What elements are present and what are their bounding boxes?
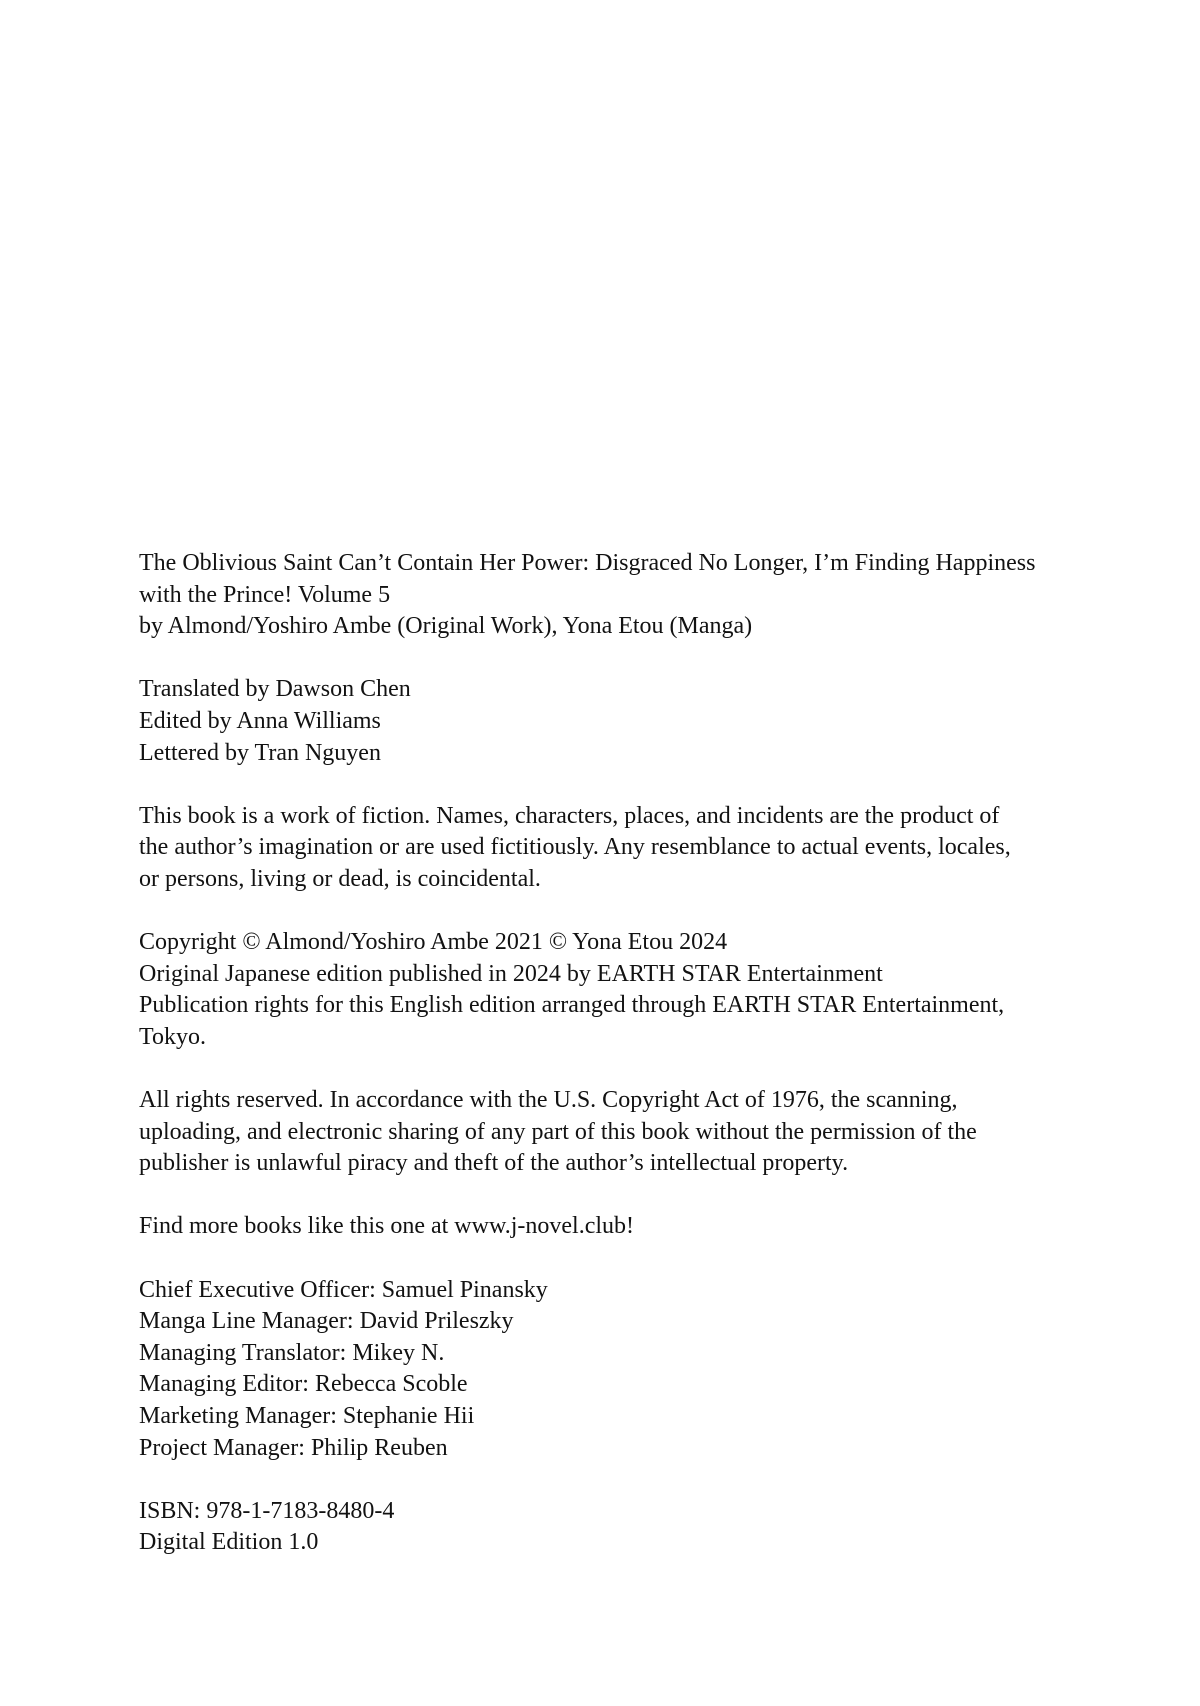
book-title-line-1: The Oblivious Saint Can’t Contain Her Power: Disgraced No Longer, I’m Finding Happiness: [139, 550, 1036, 576]
promo-line: Find more books like this one at www.j-novel.club!: [139, 1213, 635, 1240]
fiction-disclaimer-block: [139, 801, 1200, 896]
copyright-block: [139, 927, 1200, 1053]
rights-reserved-block: [139, 1085, 1200, 1180]
fiction-disclaimer-line: This book is a work of fiction. Names, characters, places, and incidents are the product of: [139, 802, 1000, 829]
byline: by Almond/Yoshiro Ambe (Original Work), Yona Etou (Manga): [139, 613, 753, 640]
isbn-block: [139, 1496, 1200, 1559]
staff-project-manager: Project Manager: Philip Reuben: [139, 1434, 448, 1461]
staff-managing-translator: Managing Translator: Mikey N.: [139, 1339, 445, 1366]
staff-manga-line-manager: Manga Line Manager: David Prileszky: [139, 1308, 514, 1335]
rights-reserved-line: uploading, and electronic sharing of any part of this book without the permission of the: [139, 1118, 977, 1145]
letterer-credit: Lettered by Tran Nguyen: [139, 739, 381, 766]
editor-credit: Edited by Anna Williams: [139, 707, 381, 734]
localization-credits-block: [139, 674, 1200, 769]
fiction-disclaimer-line: or persons, living or dead, is coincidental.: [139, 865, 541, 892]
copyright-line: Original Japanese edition published in 2024 by EARTH STAR Entertainment: [139, 960, 883, 987]
rights-reserved-line: All rights reserved. In accordance with the U.S. Copyright Act of 1976, the scanning,: [139, 1087, 958, 1114]
copyright-line: Publication rights for this English edition arranged through EARTH STAR Entertainment,: [139, 992, 1005, 1019]
staff-ceo: Chief Executive Officer: Samuel Pinansky: [139, 1276, 548, 1303]
promo-block: [139, 1211, 1200, 1243]
rights-reserved-line: publisher is unlawful piracy and theft of the author’s intellectual property.: [139, 1150, 849, 1177]
book-title-line-2: with the Prince! Volume 5: [139, 581, 391, 608]
fiction-disclaimer-line: the author’s imagination or are used fictitiously. Any resemblance to actual events, locales,: [139, 834, 1011, 861]
title-block: [139, 548, 1200, 643]
isbn-line: ISBN: 978-1-7183-8480-4: [139, 1497, 395, 1524]
staff-managing-editor: Managing Editor: Rebecca Scoble: [139, 1371, 468, 1398]
staff-list-block: [139, 1275, 1200, 1465]
edition-line: Digital Edition 1.0: [139, 1529, 319, 1556]
translator-credit: Translated by Dawson Chen: [139, 676, 411, 703]
copyright-line: Tokyo.: [139, 1023, 206, 1050]
copyright-line: Copyright © Almond/Yoshiro Ambe 2021 © Yona Etou 2024: [139, 929, 728, 956]
staff-marketing-manager: Marketing Manager: Stephanie Hii: [139, 1403, 475, 1430]
